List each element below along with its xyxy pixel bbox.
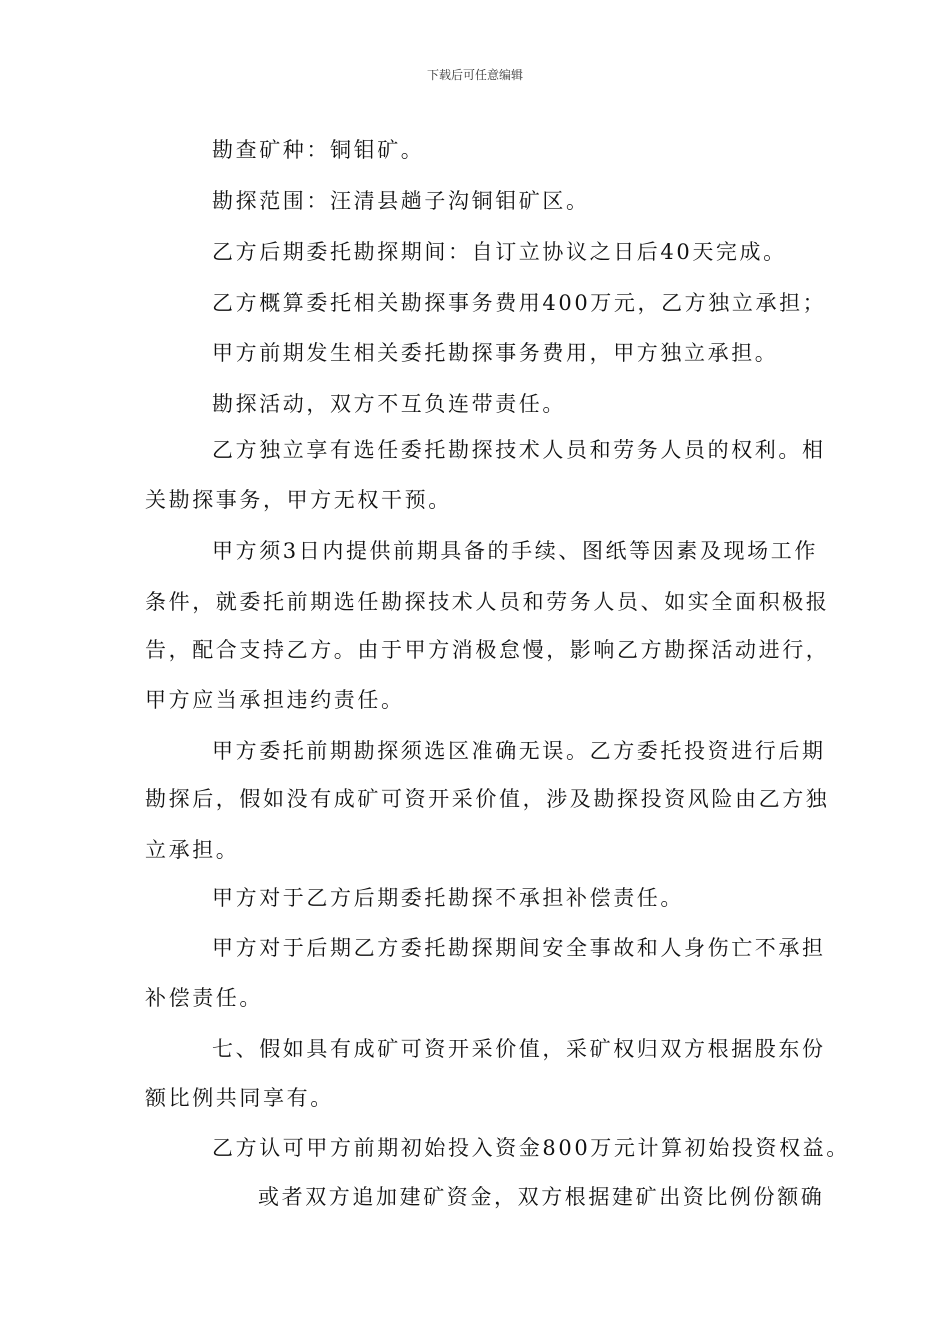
- text-line: 告，配合支持乙方。由于甲方消极怠慢，影响乙方勘探活动进行，: [145, 638, 830, 662]
- text-line: 甲方委托前期勘探须选区准确无误。乙方委托投资进行后期: [212, 739, 826, 763]
- text-line: 甲方对于乙方后期委托勘探不承担补偿责任。: [212, 886, 684, 910]
- text-line: 额比例共同享有。: [145, 1086, 334, 1110]
- text-line: 或者双方追加建矿资金，双方根据建矿出资比例份额确: [258, 1185, 825, 1209]
- text-line: 乙方独立享有选任委托勘探技术人员和劳务人员的权利。相: [212, 438, 826, 462]
- text-line: 甲方须3日内提供前期具备的手续、图纸等因素及现场工作: [212, 539, 818, 563]
- text-line: 勘探范围：汪清县趟子沟铜钼矿区。: [212, 189, 590, 213]
- text-line: 立承担。: [145, 838, 240, 862]
- text-line: 勘探活动，双方不互负连带责任。: [212, 392, 566, 416]
- text-line: 乙方认可甲方前期初始投入资金800万元计算初始投资权益。: [212, 1136, 850, 1160]
- text-line: 甲方对于后期乙方委托勘探期间安全事故和人身伤亡不承担: [212, 936, 826, 960]
- text-line: 甲方应当承担违约责任。: [145, 688, 405, 712]
- text-line: 乙方概算委托相关勘探事务费用400万元，乙方独立承担；: [212, 291, 827, 315]
- page-header: 下载后可任意编辑: [426, 68, 523, 82]
- text-line: 甲方前期发生相关委托勘探事务费用，甲方独立承担。: [212, 341, 779, 365]
- text-line: 关勘探事务，甲方无权干预。: [145, 488, 452, 512]
- text-line: 乙方后期委托勘探期间：自订立协议之日后40天完成。: [212, 240, 787, 264]
- text-line: 补偿责任。: [145, 986, 263, 1010]
- text-line: 条件，就委托前期选任勘探技术人员和劳务人员、如实全面积极报: [145, 590, 830, 614]
- text-line: 七、假如具有成矿可资开采价值，采矿权归双方根据股东份: [212, 1037, 826, 1061]
- text-line: 勘查矿种：铜钼矿。: [212, 138, 425, 162]
- text-line: 勘探后，假如没有成矿可资开采价值，涉及勘探投资风险由乙方独: [145, 787, 830, 811]
